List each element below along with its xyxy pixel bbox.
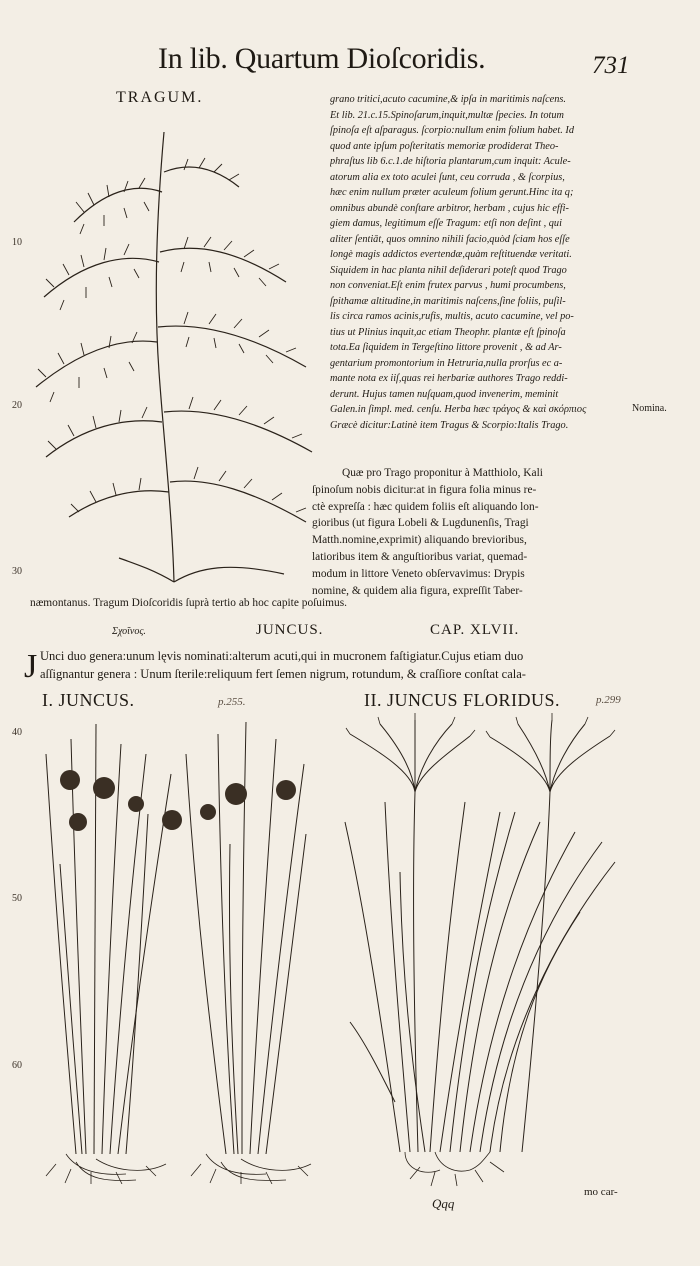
tragum-illustration [24, 112, 320, 590]
line-number-10: 10 [12, 237, 22, 248]
text-line: grano tritici,acuto cacumine,& ipſa in maritimis naſcens. [330, 94, 566, 105]
signature-mark: Qqq [432, 1196, 455, 1211]
text-line: tius ut Plinius inquit,ac etiam Theophr. plantæ eſt ſpinoſa [330, 326, 566, 338]
juncus-body-line: Unci duo genera:unum lęvis nominati:alterum acuti,qui in mucronem faſtigiatur.Cujus etiam duo [40, 649, 524, 663]
text-line: Siquidem in hac planta nihil deſiderari poteſt quod Trago [330, 264, 567, 276]
text-line: longè magis addictos evertendæ,quàm reſtituendæ veritati. [330, 249, 572, 260]
text-line: latioribus item & anguſtioribus variat, quemad- [312, 550, 528, 563]
text-line: ſpinoſa eſt aſparagus. ſcorpio:nullum enim folium habet. Id [330, 125, 574, 136]
line-number-50: 50 [12, 893, 22, 904]
juncus-1-illustration [36, 714, 326, 1184]
text-line: Quæ pro Trago proponitur à Matthiolo, Kali [342, 467, 543, 479]
figure-2-label: II. JUNCUS FLORIDUS. [364, 690, 561, 710]
text-line: atorum alia ex toto aculei ſunt, ceu corruda , & ſcorpius, [330, 171, 565, 183]
text-line: hæc enim nullum præter aculeum folium gerunt.Hinc ita q; [330, 187, 574, 198]
text-line: omnibus abundè conſtare arbitror, herbam , cujus hic effi- [330, 202, 569, 214]
text-line: lis circa ramos acinis,rufis, multis, acuto cacumine, vel po- [330, 311, 574, 322]
tragum-italic-text [330, 92, 628, 433]
figure-2-note: p.299 [596, 694, 621, 706]
text-line: tota.Ea ſiquidem in Tergeſtino littore provenit , & ad Ar- [330, 342, 562, 353]
tragum-roman-paragraph [312, 465, 632, 599]
text-line: nomine, & quidem alia figura, expreſſit Taber- [312, 584, 523, 597]
juncus-body-line: aſſignantur genera : Unum ſterile:reliquum fert ſemen nigrum, rotundum, & craſſiore conſtat cala- [40, 667, 526, 681]
juncus-2-illustration [340, 712, 625, 1188]
line-number-60: 60 [12, 1060, 22, 1071]
text-line: Matth.nomine,exprimit) aliquando brevioribus, [312, 534, 527, 547]
folio-number: 731 [592, 52, 630, 79]
greek-label: Σχοῖνος. [112, 626, 146, 637]
drop-cap: J [24, 648, 38, 685]
text-line: gentarium promontorium in Hetruria,nulla prorſus ec a- [330, 357, 563, 369]
text-line: modum in littore Veneto obſervavimus: Drypis [312, 567, 525, 580]
text-line: Et lib. 21.c.15.Spinoſarum,inquit,multæ ſpecies. In totum [330, 109, 564, 121]
chapter-number: CAP. XLVII. [430, 622, 520, 638]
catchword: mo car- [584, 1186, 618, 1198]
line-number-40: 40 [12, 727, 22, 738]
margin-note-nomina: Nomina. [632, 403, 667, 414]
line-number-20: 20 [12, 400, 22, 411]
line-number-30: 30 [12, 566, 22, 577]
text-line: ſpinoſum nobis dicitur:at in figura folia minus re- [312, 483, 537, 496]
text-line: Galen.in ſimpl. med. cenſu. Herba hæc τράγος & καὶ σκόρπιος [330, 404, 587, 415]
text-line: quod ante ipſum poſteritatis memoriæ prodiderat Theo- [330, 140, 559, 152]
text-line: Græcè dicitur:Latinè item Tragus & Scorpio:Italis Trago. [330, 419, 569, 431]
running-title: In lib. Quartum Dioſcoridis. [158, 42, 486, 75]
figure-1-note: p.255. [218, 696, 246, 708]
figure-1-label: I. JUNCUS. [42, 690, 135, 710]
tragum-title: TRAGUM. [116, 89, 204, 106]
text-line: phraſtus lib 6.c.1.de hiſtoria plantarum,cum inquit: Acule- [330, 156, 571, 167]
text-line: giem damus, legitimum eſſe Tragum: etſi non deſint , qui [330, 218, 562, 229]
tragum-roman-tail: næmontanus. Tragum Dioſcoridis ſuprà tertio ab hoc capite poſuimus. [30, 597, 348, 609]
text-line: ſpithamæ altitudine,in maritimis naſcens,ſine foliis, puſil- [330, 295, 566, 307]
text-line: aliter ſentiāt, quos omnino nihili facio,quòd ſciam hos eſſe [330, 233, 570, 245]
text-line: mante nota ex iiſ,quas rei herbariæ authores Trago reddi- [330, 373, 568, 384]
text-line: non conveniat.Eſt enim frutex parvus , humi procumbens, [330, 280, 566, 291]
text-line: ctè expreſſa : hæc quidem foliis eſt aliquando lon- [312, 500, 539, 513]
text-line: gioribus (ut figura Lobeli & Lugdunenſis, Tragi [312, 517, 529, 530]
juncus-title: JUNCUS. [256, 622, 324, 638]
text-line: derunt. Hujus tamen nuſquam,quod invenerim, meminit [330, 388, 559, 400]
